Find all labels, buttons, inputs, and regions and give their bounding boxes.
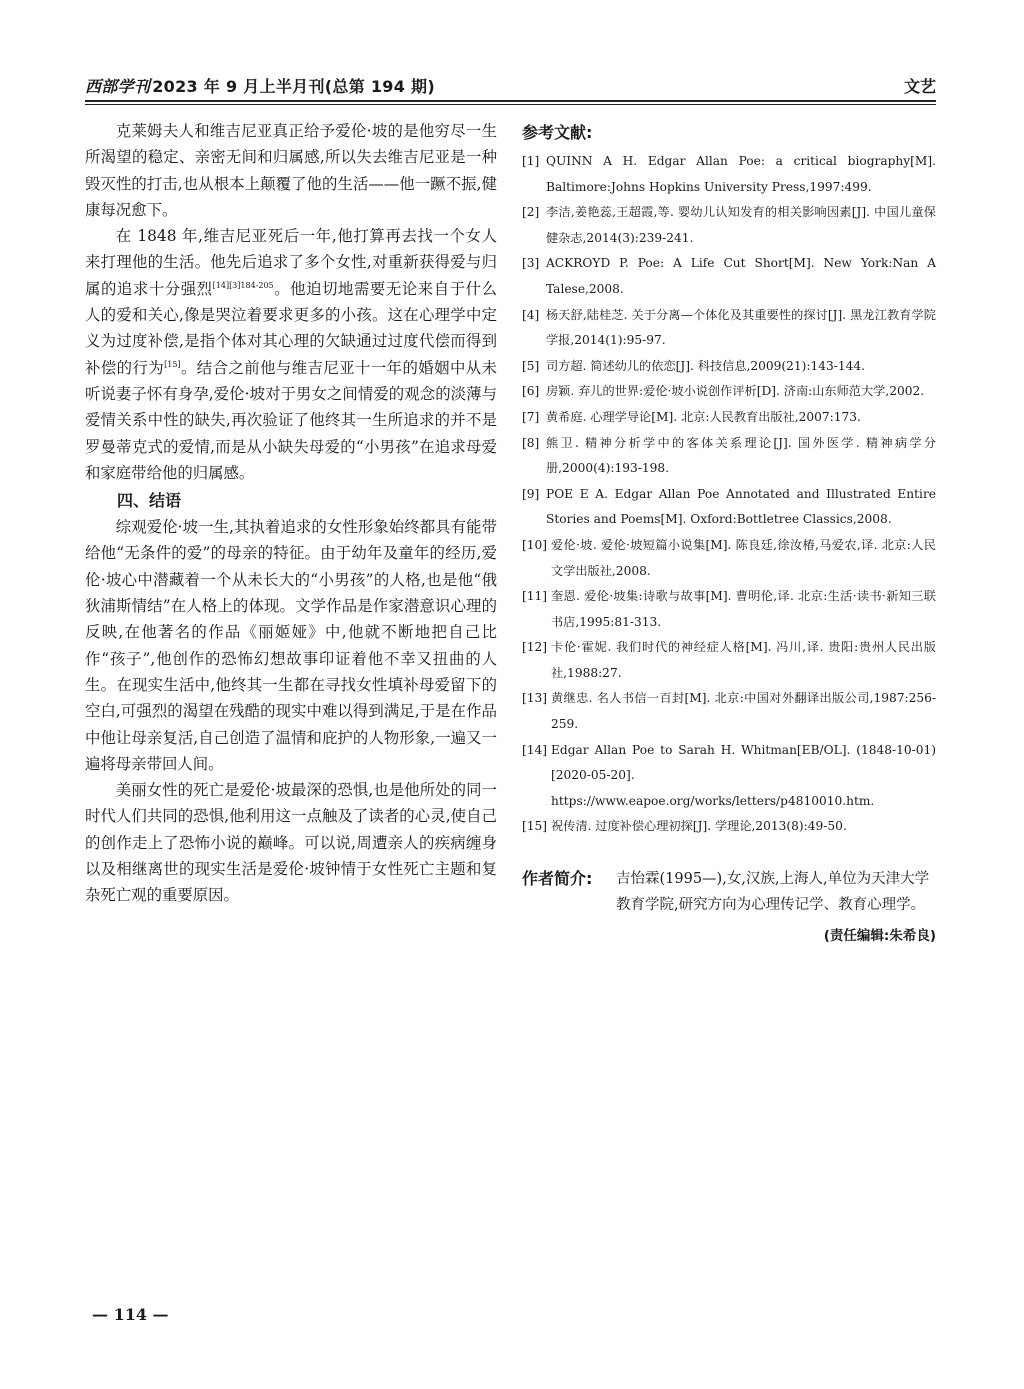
reference-text: 司方超. 简述幼儿的依恋[J]. 科技信息,2009(21):143-144. bbox=[546, 358, 866, 373]
responsible-editor: (责任编辑:朱希良) bbox=[823, 928, 936, 945]
reference-number: [10] bbox=[522, 537, 548, 552]
reference-text: Edgar Allan Poe to Sarah H. Whitman[EB/OL]. (1848-10-01)[2020-05-20]. https://www.eapoe.org/works/letters/p4810010.htm. bbox=[551, 742, 936, 808]
author-bio-text: 吉怡霖(1995—),女,汉族,上海人,单位为天津大学教育学院,研究方向为心理传记学、教育心理学。 bbox=[616, 871, 930, 914]
reference-item bbox=[522, 814, 936, 840]
reference-text: 房颖. 弃儿的世界:爱伦·坡小说创作评析[D]. 济南:山东师范大学,2002. bbox=[546, 384, 925, 399]
paragraph-text: 在 1848 年,维吉尼亚死后一年,他打算再去找一个女人来打理他的生活。他先后追求了多个女性,对重新获得爱与归属的追求十分强烈 bbox=[85, 227, 497, 298]
reference-number: [14] bbox=[522, 742, 548, 757]
reference-text: 杨天舒,陆桂芝. 关于分离—个体化及其重要性的探讨[J]. 黑龙江教育学院学报,2014(1):95-97. bbox=[546, 307, 936, 348]
reference-item bbox=[522, 533, 936, 584]
reference-item bbox=[522, 635, 936, 686]
reference-text: QUINN A H. Edgar Allan Poe: a critical biography[M]. Baltimore:Johns Hopkins University Press,1997:499. bbox=[546, 154, 936, 194]
page-header bbox=[85, 70, 936, 100]
paragraph-text: 。结合之前他与维吉尼亚十一年的婚姻中从未听说妻子怀有身孕,爱伦·坡对于男女之间情爱的观念的淡薄与爱情关系中性的缺失,再次验证了他终其一生所追求的并不是罗曼蒂克式的爱情,而是从小缺失母爱的“小男孩”在追求母爱和家庭带给他的归属感。 bbox=[85, 358, 497, 482]
reference-item bbox=[522, 431, 936, 482]
reference-text: 卡伦·霍妮. 我们时代的神经症人格[M]. 冯川,译. 贵阳:贵州人民出版社,1988:27. bbox=[551, 640, 936, 680]
section-heading: 四、结语 bbox=[117, 491, 182, 511]
journal-logo: 西部学刊 bbox=[85, 77, 151, 96]
reference-item bbox=[522, 738, 936, 815]
body-paragraph: 美丽女性的死亡是爱伦·坡最深的恐惧,也是他所处的同一时代人们共同的恐惧,他利用这一点触及了读者的心灵,使自己的创作走上了恐怖小说的巅峰。可以说,周遭亲人的疾病缠身以及相继离世的现实生活是爱伦·坡钟情于女性死亡主题和复杂死亡观的重要原因。 bbox=[85, 781, 497, 905]
journal-issue bbox=[85, 74, 435, 97]
reference-text: POE E A. Edgar Allan Poe Annotated and Illustrated Entire Stories and Poems[M]. Oxford:Bottletree Classics,2008. bbox=[546, 486, 936, 527]
body-paragraph: 克莱姆夫人和维吉尼亚真正给予爱伦·坡的是他穷尽一生所渴望的稳定、亲密无间和归属感,所以失去维吉尼亚是一种毁灭性的打击,也从根本上颠覆了他的生活——他一蹶不振,健康每况愈下。 bbox=[85, 122, 497, 219]
reference-text: 熊卫. 精神分析学中的客体关系理论[J]. 国外医学. 精神病学分册,2000(4):193-198. bbox=[546, 435, 936, 476]
section-label: 文艺 bbox=[903, 77, 936, 96]
reference-number: [9] bbox=[522, 486, 540, 501]
body-column bbox=[85, 118, 497, 909]
reference-number: [3] bbox=[522, 256, 540, 271]
reference-text: 祝传清. 过度补偿心理初探[J]. 学理论,2013(8):49-50. bbox=[551, 819, 847, 834]
reference-number: [12] bbox=[522, 640, 548, 655]
reference-item bbox=[522, 584, 936, 635]
reference-item bbox=[522, 149, 936, 200]
header-rule-thick bbox=[85, 100, 936, 102]
citation-marker: [15] bbox=[164, 359, 181, 369]
page-number: — 114 — bbox=[92, 1305, 169, 1324]
reference-item bbox=[522, 405, 936, 431]
reference-list bbox=[522, 149, 936, 840]
reference-item bbox=[522, 200, 936, 251]
reference-text: 李洁,姜艳蕊,王超霞,等. 婴幼儿认知发育的相关影响因素[J]. 中国儿童保健杂志,2014(3):239-241. bbox=[546, 205, 936, 245]
reference-text: 奎恩. 爱伦·坡集:诗歌与故事[M]. 曹明伦,译. 北京:生活·读书·新知三联书店,1995:81-313. bbox=[551, 589, 936, 629]
reference-number: [15] bbox=[522, 819, 548, 834]
citation-marker: [14][3]184-205 bbox=[212, 280, 274, 290]
reference-number: [5] bbox=[522, 358, 540, 373]
reference-text: 爱伦·坡. 爱伦·坡短篇小说集[M]. 陈良廷,徐汝椿,马爱农,译. 北京:人民文学出版社,2008. bbox=[551, 537, 936, 578]
reference-item bbox=[522, 354, 936, 380]
reference-text: ACKROYD P. Poe: A Life Cut Short[M]. New York:Nan A Talese,2008. bbox=[546, 256, 936, 296]
body-paragraph bbox=[85, 223, 497, 486]
reference-item bbox=[522, 686, 936, 737]
paragraph-text: 。他迫切地需要无论来自于什么人的爱和关心,像是哭泣着要求更多的小孩。这在心理学中定义为过度补偿,是指个体对其心理的欠缺通过过度代偿而得到补偿的行为 bbox=[85, 279, 497, 377]
journal-issue-text: 2023 年 9 月上半月刊(总第 194 期) bbox=[152, 77, 435, 96]
references-heading: 参考文献: bbox=[522, 123, 593, 142]
reference-item bbox=[522, 379, 936, 405]
references-column bbox=[522, 118, 936, 944]
reference-number: [4] bbox=[522, 307, 540, 322]
reference-number: [2] bbox=[522, 205, 540, 220]
reference-number: [13] bbox=[522, 691, 548, 706]
body-paragraph: 综观爱伦·坡一生,其执着追求的女性形象始终都具有能带给他“无条件的爱”的母亲的特征。由于幼年及童年的经历,爱伦·坡心中潜藏着一个从未长大的“小男孩”的人格,也是他“俄狄浦斯情结”在人格上的体现。文学作品是作家潜意识心理的反映,在他著名的作品《丽姬娅》中,他就不断地把自己比作“孩子”,他创作的恐怖幻想故事印证着他不幸又扭曲的人生。在现实生活中,他终其一生都在寻找女性填补母爱留下的空白,可强烈的渴望在残酷的现实中难以得到满足,于是在作品中他让母亲复活,自己创造了温情和庇护的人物形象,一遍又一遍将母亲带回人间。 bbox=[85, 518, 497, 773]
reference-text: 黄希庭. 心理学导论[M]. 北京:人民教育出版社,2007:173. bbox=[546, 409, 861, 424]
reference-text: 黄继忠. 名人书信一百封[M]. 北京:中国对外翻译出版公司,1987:256-259. bbox=[551, 691, 936, 732]
reference-item bbox=[522, 251, 936, 302]
header-rule-thin bbox=[85, 104, 936, 105]
reference-number: [11] bbox=[522, 589, 548, 604]
author-bio-label: 作者简介: bbox=[522, 869, 593, 889]
author-bio bbox=[522, 866, 936, 918]
reference-number: [7] bbox=[522, 409, 540, 424]
reference-number: [6] bbox=[522, 384, 540, 399]
reference-number: [8] bbox=[522, 435, 540, 450]
reference-item bbox=[522, 482, 936, 533]
reference-number: [1] bbox=[522, 154, 540, 168]
reference-item bbox=[522, 303, 936, 354]
